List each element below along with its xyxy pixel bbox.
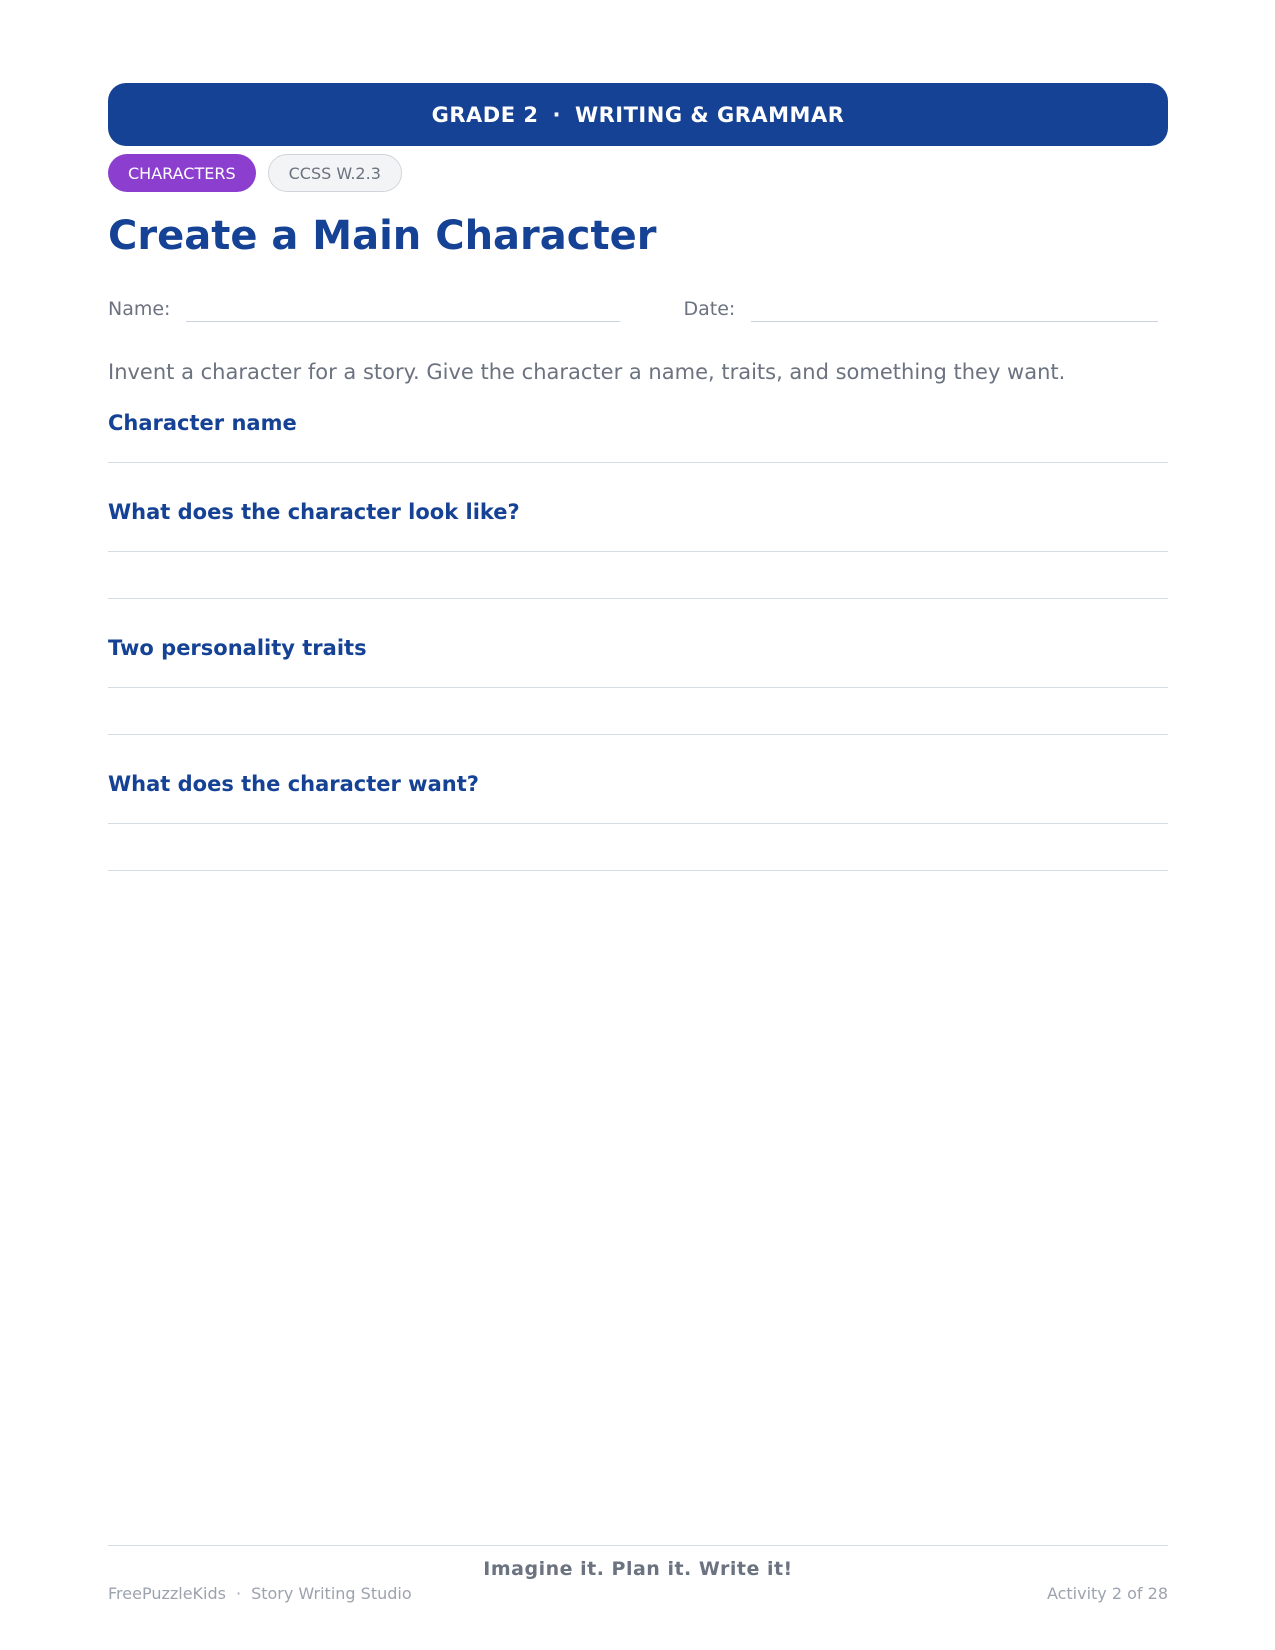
footer-slogan: Imagine it. Plan it. Write it!: [483, 1558, 793, 1580]
footer-activity-count: Activity 2 of 28: [1046, 1584, 1168, 1603]
prompt-traits: Two personality traits: [108, 636, 367, 660]
footer-separator: ·: [235, 1584, 242, 1603]
answer-line[interactable]: [108, 462, 1168, 463]
footer-brand-group: [108, 1584, 412, 1603]
page-title: Create a Main Character: [108, 213, 657, 259]
prompt-section: [108, 410, 1168, 871]
answer-line[interactable]: [108, 598, 1168, 599]
answer-line[interactable]: [108, 823, 1168, 824]
name-line[interactable]: [186, 320, 620, 322]
footer-row: [108, 1584, 1168, 1603]
footer-product: Story Writing Studio: [251, 1584, 412, 1603]
student-fields: [108, 286, 1168, 322]
standard-tag: CCSS W.2.3: [268, 154, 402, 192]
answer-line[interactable]: [108, 551, 1168, 552]
worksheet: [108, 83, 1168, 871]
prompt-wants: What does the character want?: [108, 772, 479, 796]
date-field[interactable]: [683, 298, 1158, 322]
tag-row: [108, 154, 1168, 192]
banner-subject: WRITING & GRAMMAR: [574, 102, 845, 127]
footer-divider: [108, 1545, 1168, 1546]
page-footer: [108, 1545, 1168, 1603]
footer-brand: FreePuzzleKids: [108, 1584, 226, 1603]
name-label: Name:: [108, 298, 171, 320]
answer-line[interactable]: [108, 687, 1168, 688]
prompt-character-name: Character name: [108, 411, 297, 435]
answer-line[interactable]: [108, 734, 1168, 735]
date-label: Date:: [683, 298, 736, 320]
banner-separator: ·: [552, 102, 561, 127]
grade-banner: [108, 83, 1168, 146]
category-tag: CHARACTERS: [108, 154, 256, 192]
answer-line[interactable]: [108, 870, 1168, 871]
date-line[interactable]: [751, 320, 1158, 322]
instructions: Invent a character for a story. Give the character a name, traits, and something they want.: [108, 360, 1066, 384]
prompt-appearance: What does the character look like?: [108, 500, 520, 524]
banner-grade: GRADE 2: [431, 102, 539, 127]
name-field[interactable]: [108, 298, 620, 322]
